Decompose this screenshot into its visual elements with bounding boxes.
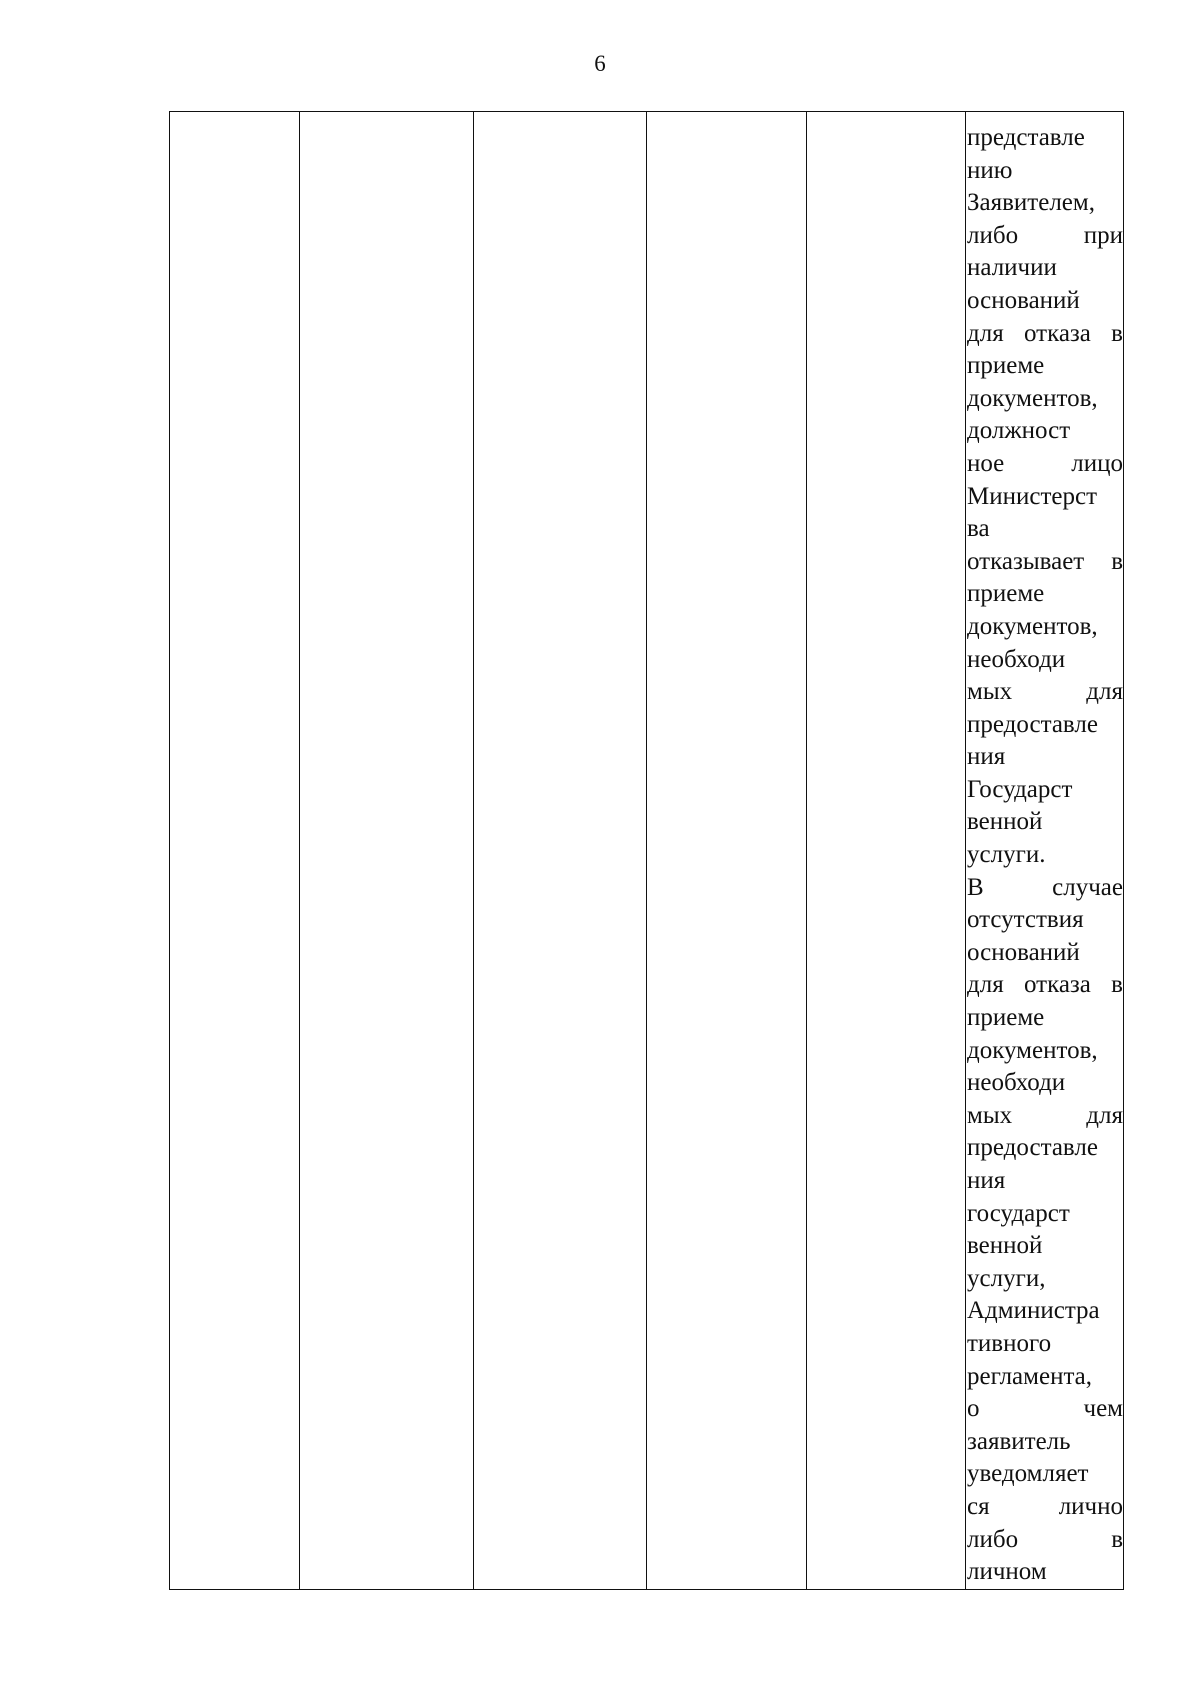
- text-line: оснований: [967, 938, 1080, 966]
- table-cell-col-1: [170, 112, 300, 1590]
- text-line: [967, 969, 1123, 1002]
- text-line: ния: [967, 1167, 1006, 1194]
- text-word: В: [967, 873, 984, 901]
- text-word: ное: [967, 449, 1005, 477]
- text-line: [967, 318, 1123, 351]
- text-word: при: [1083, 221, 1123, 249]
- text-line: государст: [967, 1199, 1070, 1227]
- text-word: ся: [967, 1492, 990, 1520]
- text-line: приеме: [967, 1004, 1045, 1032]
- text-word: чем: [1083, 1395, 1123, 1423]
- text-word: в: [1111, 319, 1123, 347]
- text-word: лично: [1058, 1492, 1123, 1520]
- text-line: предоставле: [967, 1134, 1098, 1162]
- text-line: регламента,: [967, 1362, 1093, 1390]
- text-word: лицо: [1071, 449, 1123, 477]
- text-line: [967, 1524, 1123, 1557]
- text-line: личном: [967, 1558, 1047, 1586]
- text-word: для: [967, 971, 1004, 999]
- text-line: необходи: [967, 645, 1066, 673]
- text-word: в: [1111, 971, 1123, 999]
- text-line: [967, 220, 1123, 253]
- text-line: Администра: [967, 1297, 1100, 1325]
- page-number: 6: [594, 51, 606, 76]
- text-word: для: [1086, 1101, 1123, 1129]
- text-line: должност: [967, 417, 1071, 445]
- text-line: Министерст: [967, 482, 1098, 510]
- text-word: либо: [967, 1525, 1019, 1553]
- text-line: предоставле: [967, 710, 1098, 738]
- text-line: наличии: [967, 254, 1057, 282]
- text-word: для: [1086, 678, 1123, 706]
- text-line: Заявителем,: [967, 189, 1095, 217]
- text-line: приеме: [967, 352, 1045, 380]
- text-line: необходи: [967, 1069, 1066, 1097]
- text-line: [967, 448, 1123, 481]
- text-word: в: [1111, 547, 1123, 575]
- text-line: [967, 872, 1123, 905]
- text-word: отказа: [1023, 319, 1091, 347]
- text-word: для: [967, 319, 1004, 347]
- text-line: [967, 676, 1123, 709]
- text-line: услуги.: [967, 841, 1046, 869]
- text-line: венной: [967, 1232, 1043, 1260]
- text-line: документов,: [967, 1036, 1098, 1064]
- text-word: либо: [967, 221, 1019, 249]
- text-line: Государст: [967, 775, 1073, 803]
- table-cell-col-3: [474, 112, 647, 1590]
- text-line: услуги,: [967, 1264, 1046, 1292]
- text-line: тивного: [967, 1329, 1052, 1357]
- text-word: в: [1111, 1525, 1123, 1553]
- table-cell-col-2: [300, 112, 474, 1590]
- text-line: [967, 546, 1123, 579]
- text-line: ния: [967, 743, 1006, 771]
- text-line: [967, 1491, 1123, 1524]
- table-cell-col-6: [966, 112, 1124, 1590]
- text-line: [967, 1393, 1123, 1426]
- continuation-table: [169, 111, 1124, 1590]
- text-line: документов,: [967, 384, 1098, 412]
- table-cell-col-5: [807, 112, 966, 1590]
- text-line: отсутствия: [967, 906, 1084, 934]
- text-word: отказа: [1023, 971, 1091, 999]
- text-line: документов,: [967, 612, 1098, 640]
- text-line: оснований: [967, 286, 1080, 314]
- text-line: заявитель: [967, 1427, 1071, 1455]
- text-word: мых: [967, 678, 1013, 706]
- text-word: случае: [1052, 873, 1123, 901]
- text-word: о: [967, 1395, 980, 1423]
- text-line: представле: [967, 124, 1085, 151]
- text-line: уведомляет: [967, 1460, 1089, 1488]
- text-line: ва: [967, 515, 990, 543]
- table-cell-col-4: [647, 112, 807, 1590]
- text-word: мых: [967, 1101, 1013, 1129]
- text-line: приеме: [967, 580, 1045, 608]
- text-line: нию: [967, 156, 1013, 184]
- table-row: [170, 112, 1124, 1590]
- text-line: венной: [967, 808, 1043, 836]
- procedure-description-text: [966, 112, 1123, 1589]
- text-word: отказывает: [967, 547, 1085, 575]
- text-line: [967, 1100, 1123, 1133]
